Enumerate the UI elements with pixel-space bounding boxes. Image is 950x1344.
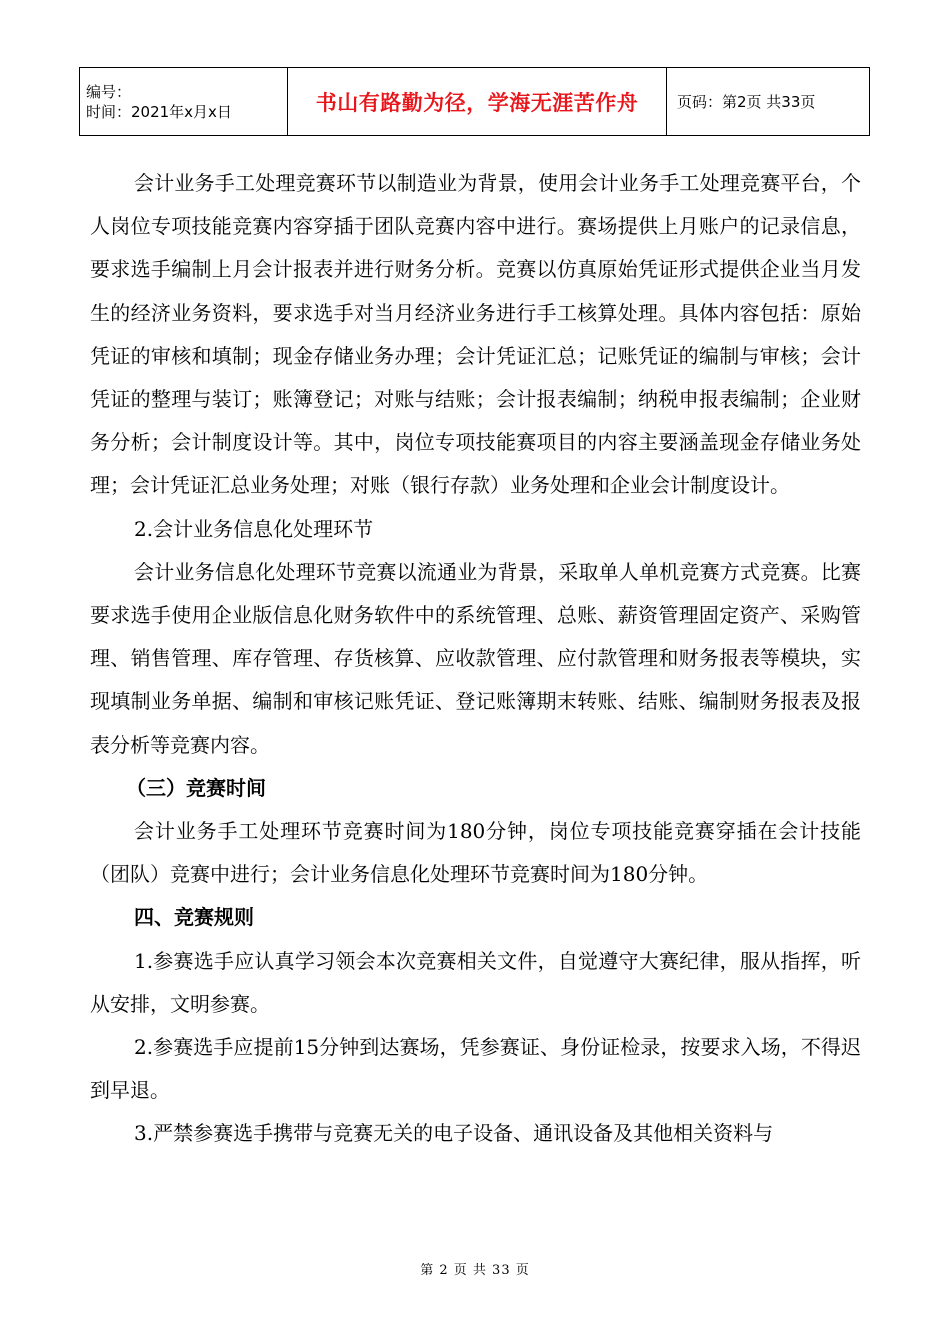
- section-heading-competition-time: （三）竞赛时间: [126, 775, 266, 800]
- footer-page-number: 第 2 页 共 33 页: [420, 1263, 530, 1278]
- rule-item-1: 1.参赛选手应认真学习领会本次竞赛相关文件，自觉遵守大赛纪律，服从指挥，听从安排，文明参赛。: [90, 948, 861, 1016]
- paragraph-manual-processing: 会计业务手工处理竞赛环节以制造业为背景，使用会计业务手工处理竞赛平台，个人岗位专项技能竞赛内容穿插于团队竞赛内容中进行。赛场提供上月账户的记录信息，要求选手编制上月会计报表并进行财务分析。竞赛以仿真原始凭证形式提供企业当月发生的经济业务资料，要求选手对当月经济业务进行手工核算处理。具体内容包括：原始凭证的审核和填制；现金存储业务办理；会计凭证汇总；记账凭证的编制与审核；会计凭证的整理与装订；账簿登记；对账与结账；会计报表编制；纳税申报表编制；企业财务分析；会计制度设计等。其中，岗位专项技能赛项目的内容主要涵盖现金存储业务处理；会计凭证汇总业务处理；对账（银行存款）业务处理和企业会计制度设计。: [90, 171, 861, 498]
- paragraph-competition-time: 会计业务手工处理环节竞赛时间为180分钟，岗位专项技能竞赛穿插在会计技能（团队）竞赛中进行；会计业务信息化处理环节竞赛时间为180分钟。: [90, 819, 861, 887]
- subheading-informatization: 2.会计业务信息化处理环节: [134, 516, 374, 541]
- document-body: [90, 162, 861, 1156]
- rule-item-2: 2.参赛选手应提前15分钟到达赛场，凭参赛证、身份证检录，按要求入场，不得迟到早退。: [90, 1035, 861, 1103]
- document-number-label: 编号：: [86, 82, 132, 101]
- rule-item-3: 3.严禁参赛选手携带与竞赛无关的电子设备、通讯设备及其他相关资料与: [134, 1121, 774, 1146]
- header-meta-cell: [80, 68, 288, 136]
- page-footer: [0, 1259, 950, 1278]
- document-time-label: 时间：2021年x月x日: [86, 102, 232, 121]
- section-heading-competition-rules: 四、竞赛规则: [134, 905, 254, 930]
- document-header: [79, 67, 870, 136]
- header-motto: 书山有路勤为径，学海无涯苦作舟: [288, 68, 667, 136]
- paragraph-informatization: 会计业务信息化处理环节竞赛以流通业为背景，采取单人单机竞赛方式竞赛。比赛要求选手使用企业版信息化财务软件中的系统管理、总账、薪资管理固定资产、采购管理、销售管理、库存管理、存货核算、应收款管理、应付款管理和财务报表等模块，实现填制业务单据、编制和审核记账凭证、登记账簿期末转账、结账、编制财务报表及报表分析等竞赛内容。: [90, 559, 861, 757]
- header-page-info: 页码：第2页 共33页: [667, 68, 870, 136]
